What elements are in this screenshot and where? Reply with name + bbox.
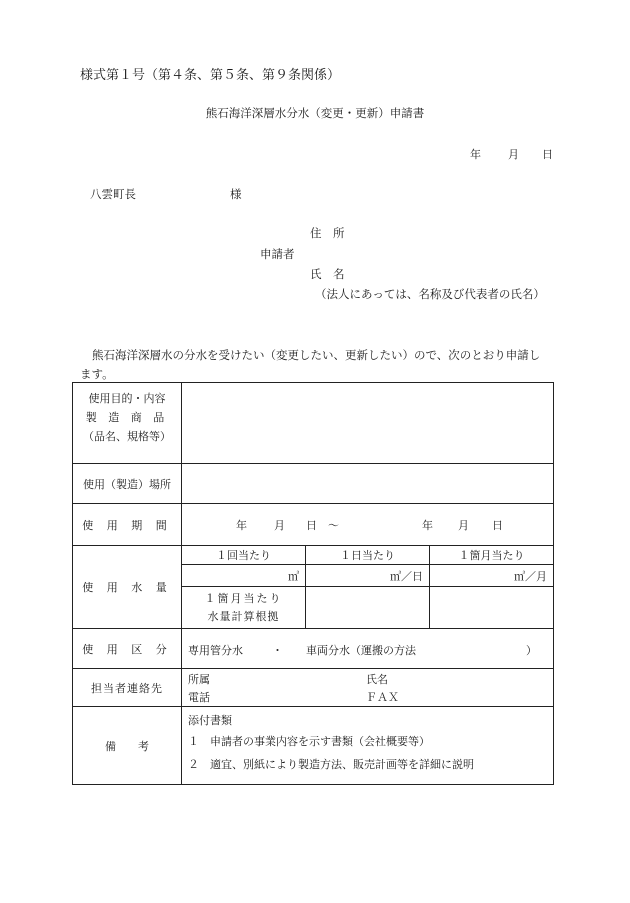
period-input[interactable] <box>182 504 554 546</box>
date-day: 日 <box>542 148 553 161</box>
date-year: 年 <box>470 148 481 161</box>
remarks-heading: 添付書類 <box>188 714 232 727</box>
remarks-row <box>73 707 554 785</box>
contact-phone: 電話 <box>188 691 210 704</box>
volume-label: 使 用 水 量 <box>73 546 182 629</box>
application-table <box>72 382 553 785</box>
contact-affiliation: 所属 <box>188 673 210 686</box>
period-label: 使 用 期 間 <box>73 504 182 546</box>
location-label: 使用（製造）場所 <box>73 464 182 504</box>
remarks-label: 備 考 <box>73 707 182 785</box>
application-statement <box>80 346 558 384</box>
calc-basis-blank <box>430 587 554 629</box>
usage-label: 使 用 区 分 <box>73 629 182 669</box>
purpose-row <box>73 383 554 464</box>
statement-line-1: 熊石海洋深層水の分水を受けたい（変更したい、更新したい）ので、次のとおり申請し <box>92 348 541 362</box>
name-label: 氏 名 <box>310 267 345 281</box>
address-label: 住 所 <box>310 226 345 240</box>
volume-per-time-input[interactable] <box>182 565 306 587</box>
period-day-2: 日 <box>492 519 503 532</box>
remarks-item-2: ２ 適宜、別紙により製造方法、販売計画等を詳細に説明 <box>188 758 474 771</box>
unit-m3-per-day: ㎥／日 <box>390 569 423 583</box>
usage-separator: ・ <box>272 644 283 657</box>
unit-m3: ㎥ <box>288 569 299 583</box>
contact-name: 氏名 <box>366 673 388 686</box>
contact-fax: ＦＡＸ <box>366 691 399 704</box>
volume-header-row <box>73 546 554 565</box>
applicant-label: 申請者 <box>260 247 295 261</box>
volume-header-per-month: １箇月当たり <box>430 546 554 565</box>
remarks-content <box>182 707 554 785</box>
honorific: 様 <box>230 187 242 201</box>
contact-label: 担当者連絡先 <box>73 669 182 707</box>
usage-pipe: 専用管分水 <box>188 644 243 657</box>
statement-line-2: ます。 <box>80 367 114 381</box>
period-day-1: 日 <box>306 519 317 532</box>
period-month-2: 月 <box>458 519 469 532</box>
form-number: 様式第１号（第４条、第５条、第９条関係） <box>80 68 341 83</box>
addressee: 八雲町長 <box>90 187 136 201</box>
purpose-label-line-2: 製 造 商 品 <box>85 411 169 424</box>
period-tilde: ～ <box>328 519 339 532</box>
period-year-1: 年 <box>236 519 247 532</box>
contact-input[interactable] <box>182 669 554 707</box>
location-row <box>73 464 554 504</box>
volume-header-per-day: １日当たり <box>306 546 430 565</box>
location-input[interactable] <box>182 464 554 504</box>
calc-basis-line-2: 水量計算根拠 <box>207 609 280 623</box>
volume-per-month-input[interactable] <box>430 565 554 587</box>
purpose-label-line-1: 使用目的・内容 <box>88 392 166 405</box>
usage-vehicle: 車両分水（運搬の方法 <box>306 644 416 657</box>
period-year-2: 年 <box>422 519 433 532</box>
unit-m3-per-month: ㎥／月 <box>514 569 548 583</box>
period-row <box>73 504 554 546</box>
volume-header-per-time: １回当たり <box>182 546 306 565</box>
date-month: 月 <box>508 148 519 161</box>
usage-row <box>73 629 554 669</box>
usage-close-paren: ） <box>526 644 537 657</box>
calc-basis-label <box>182 587 306 629</box>
purpose-label <box>73 383 182 464</box>
volume-per-day-input[interactable] <box>306 565 430 587</box>
document-title: 熊石海洋深層水分水（変更・更新）申請書 <box>205 106 425 120</box>
calc-basis-line-1: １箇月当たり <box>204 591 283 605</box>
purpose-input[interactable] <box>182 383 554 464</box>
calc-basis-input[interactable] <box>306 587 430 629</box>
contact-row <box>73 669 554 707</box>
purpose-label-line-3: （品名、規格等） <box>83 430 171 443</box>
remarks-item-1: １ 申請者の事業内容を示す書類（会社概要等） <box>188 735 430 748</box>
name-note: （法人にあっては、名称及び代表者の氏名） <box>315 287 545 301</box>
usage-input[interactable] <box>182 629 554 669</box>
period-month-1: 月 <box>274 519 285 532</box>
